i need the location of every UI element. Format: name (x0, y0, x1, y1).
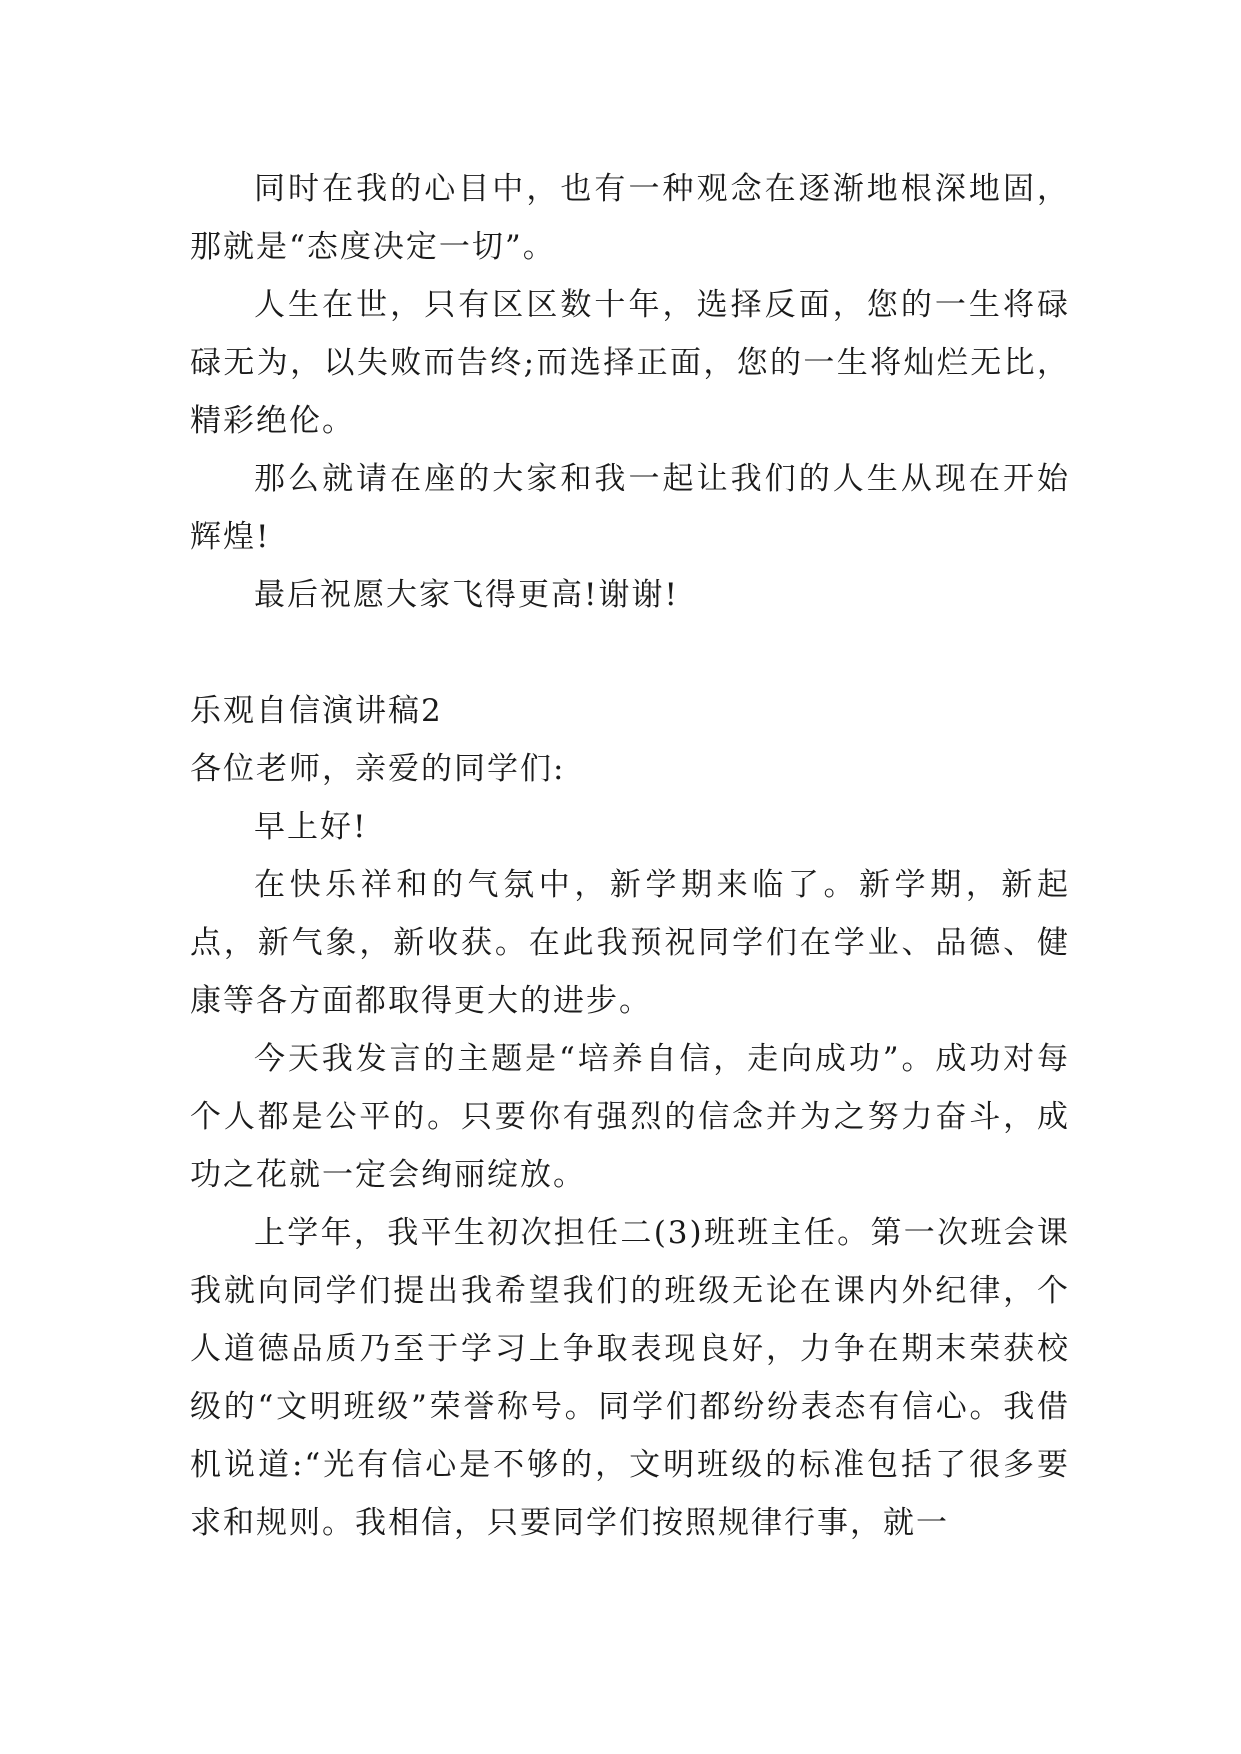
section-title: 乐观自信演讲稿2 (190, 693, 443, 729)
paragraph: 那么就请在座的大家和我一起让我们的人生从现在开始辉煌! (190, 461, 1070, 555)
paragraph: 人生在世，只有区区数十年，选择反面，您的一生将碌碌无为，以失败而告终;而选择正面，您的一生将灿烂无比，精彩绝伦。 (190, 287, 1070, 439)
paragraph: 上学年，我平生初次担任二(3)班班主任。第一次班会课我就向同学们提出我希望我们的班级无论在课内外纪律，个人道德品质乃至于学习上争取表现良好，力争在期末荣获校级的“文明班级”荣誉称号。同学们都纷纷表态有信心。我借机说道:“光有信心是不够的，文明班级的标准包括了很多要求和规则。我相信，只要同学们按照规律行事，就一 (190, 1215, 1070, 1541)
salutation: 各位老师，亲爱的同学们: (190, 751, 566, 787)
paragraph: 同时在我的心目中，也有一种观念在逐渐地根深地固，那就是“态度决定一切”。 (190, 171, 1070, 265)
paragraph: 最后祝愿大家飞得更高!谢谢! (254, 577, 679, 613)
paragraph: 早上好! (254, 809, 368, 845)
paragraph: 在快乐祥和的气氛中，新学期来临了。新学期，新起点，新气象，新收获。在此我预祝同学们在学业、品德、健康等各方面都取得更大的进步。 (190, 867, 1070, 1019)
document-body (190, 160, 1070, 1552)
section-spacer (190, 624, 1070, 682)
paragraph: 今天我发言的主题是“培养自信，走向成功”。成功对每个人都是公平的。只要你有强烈的信念并为之努力奋斗，成功之花就一定会绚丽绽放。 (190, 1041, 1070, 1193)
